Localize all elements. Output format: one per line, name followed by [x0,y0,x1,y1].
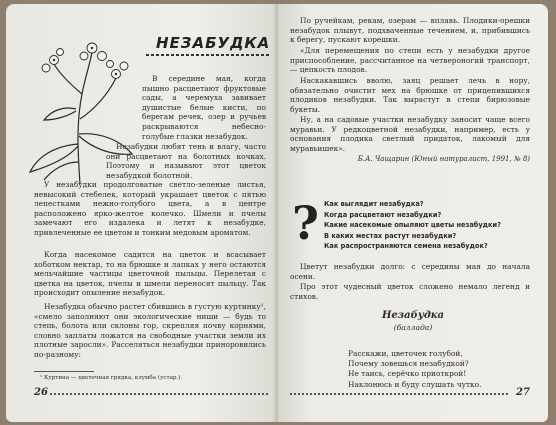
footer-rule [290,393,510,395]
footer-rule [50,393,270,395]
right-page [278,4,548,422]
paragraph: Когда насекомое садится на цветок и всасывает хоботком нектар, то на брюшке и лапках у него остаются мельчайшие частицы цветочной пыльцы. Перелетая с цветка на цветок, пчелы и шмели переносят пыльцу. Так происходит опыление незабудок. [34,250,266,298]
paragraph: Ну, а на садовые участки незабудку заносит чаще всего муравьи. У редкоцветной незабудки, например, есть у основания плодика светлый придаток, лакомый для муравьишек». [290,115,530,153]
question-list [324,199,501,252]
title-rule [146,54,270,56]
paragraph: Незабудки любят тень и влагу, часто они расцветают на болотных кочках. Поэтому и называют этот цветок незабудкой болотной. [106,142,266,180]
poem-subtitle: (баллада) [393,323,433,332]
citation: Б.А. Чащарин (Юный натуралист, 1991, № 8) [357,155,530,163]
question-item: Как распространяются семена незабудок? [324,242,488,251]
poem-line: Не таись, серёчко приоткрой! [348,369,467,379]
paragraph: В середине мая, когда пышно расцветают фруктовые сады, а черемуха завивает душистые белые кисти, по берегам речек, озер и ручьев раскрываются небесно-голубые глазки незабудок. [142,74,266,141]
page-number: 26 [34,387,48,398]
footnote: ¹ Куртина — цветочная грядка, клумба (устар.). [40,375,183,381]
paragraph: «Для перемещения по степи есть у незабудки другое приспособление, рассчитанное на четвероногий транспорт, — цепкость плодов. [290,46,530,75]
paragraph: Цветут незабудки долго: с середины мая до начала осени. [290,262,530,281]
paragraph: По ручейкам, рекам, озерам — вплавь. Плодики-орешки незабудок плывут, подхваченные течением, и, прибившись к берегу, пускают корешки. [290,16,530,45]
question-item: В каких местах растут незабудки? [324,231,457,240]
poem-line: Наклонюсь и буду слушать чутко. [348,379,482,389]
poem-title: Незабудка [381,310,445,321]
footnote-rule [34,371,94,372]
question-item: Когда расцветают незабудки? [324,210,442,219]
paragraph: У незабудки продолговатые светло-зеленые листья, невысокий стебелек, который украшает цветок с пятью лепестками нежно-голубого цвета, а в центре расположено ярко-желтое колечко. Шмели и пчелы замечают его издалека и летят к незабудке, привлеченные ее цветом и тонким медовым ароматом. [34,180,266,237]
left-page [6,4,278,422]
poem-line: Расскажи, цветочек голубой, [348,349,463,358]
paragraph: Наскакавшись вволю, заяц решает лечь в нору, обязательно очистит мех на брюшке от прицепившихся плодиков незабудки. Так вырастут в степи бирюзовые букеты. [290,76,530,114]
page-number: 27 [516,387,530,398]
paragraph: Про этот чудесный цветок сложено немало легенд и стихов. [290,282,530,301]
page-title: НЕЗАБУДКА [156,34,271,52]
question-mark-icon: ? [292,196,319,250]
question-item: Как выглядит незабудка? [324,200,424,208]
poem [348,349,481,390]
poem-line: Почему зовешься незабудкой? [348,359,469,369]
paragraph: Незабудка обычно растет сбившись в густую куртинку¹, «смело заполняют они экологические ниши — будь то степь, болота или склоны гор, скрепляя почву корнями, словно заплаты ложатся на свободные участки земли их плотные заросли». Расселяться незабудки приноровились по-разному: [34,302,266,359]
question-item: Какие насекомые опыляют цветы незабудки? [324,221,501,230]
